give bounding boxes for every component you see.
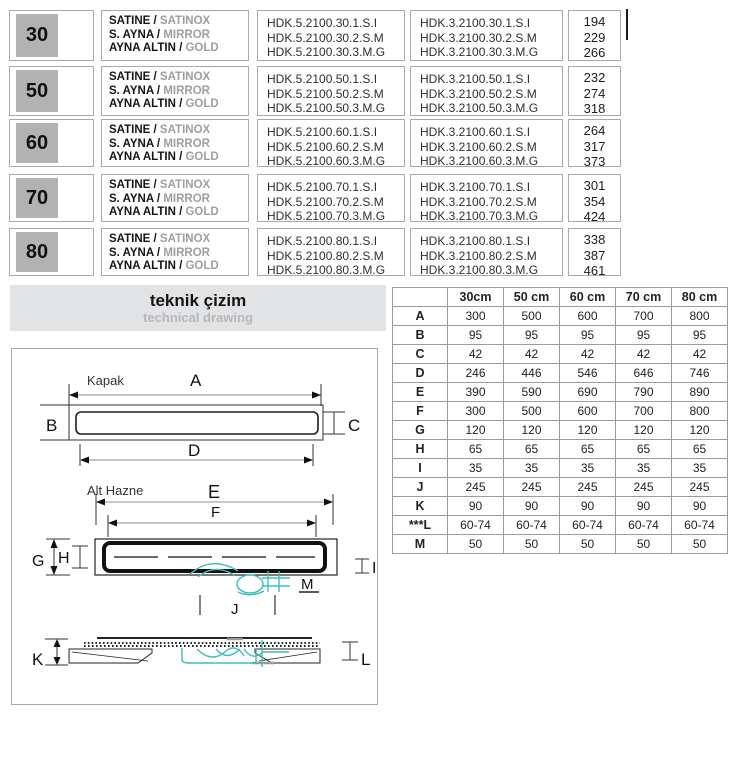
dim-value: 245 [616, 478, 672, 497]
section-header [10, 285, 386, 331]
dim-value: 790 [616, 383, 672, 402]
finish-tr: S. AYNA / [109, 28, 161, 41]
dim-value: 42 [672, 345, 728, 364]
dim-value: 746 [672, 364, 728, 383]
dim-value: 42 [560, 345, 616, 364]
product-code: HDK.3.2100.60.1.S.I [420, 125, 531, 139]
product-code: HDK.3.2100.30.3.M.G [420, 45, 539, 59]
product-code: HDK.5.2100.70.1.S.I [267, 180, 378, 194]
product-code: HDK.3.2100.30.1.S.I [420, 16, 531, 30]
size-cell [9, 10, 94, 61]
dim-value: 42 [616, 345, 672, 364]
dimensions-table [392, 287, 728, 554]
finish-cell [101, 174, 249, 222]
section-title: teknik çizim [149, 291, 247, 310]
product-code: HDK.3.2100.50.3.M.G [420, 101, 539, 115]
dim-value: 60-74 [448, 516, 504, 535]
finish-tr: SATINE / [109, 71, 157, 83]
dim-value: 50 [504, 535, 560, 554]
product-code: HDK.5.2100.60.1.S.I [267, 125, 378, 139]
size-cell [9, 228, 94, 276]
dim-value: 245 [504, 478, 560, 497]
price-value: 387 [583, 247, 606, 263]
dim-value: 245 [448, 478, 504, 497]
product-code: HDK.5.2100.80.3.M.G [267, 263, 386, 277]
finish-line [109, 124, 248, 138]
finish-en: SATINOX [159, 233, 211, 245]
dim-row-label: E [393, 383, 448, 402]
dim-row-label: H [393, 440, 448, 459]
dimension-row [393, 535, 728, 554]
finish-en: MIRROR [163, 28, 210, 41]
dim-l-label: L [361, 650, 371, 669]
finish-tr: SATINE / [109, 179, 157, 191]
finish-en: MIRROR [163, 84, 210, 97]
size-cell [9, 119, 94, 167]
dim-row-label: M [393, 535, 448, 554]
dim-value: 42 [504, 345, 560, 364]
price-value: 264 [583, 123, 606, 138]
dim-value: 700 [616, 307, 672, 326]
dim-value: 65 [448, 440, 504, 459]
dim-row-label: I [393, 459, 448, 478]
finish-line [109, 179, 248, 193]
dim-row-label: F [393, 402, 448, 421]
dim-value: 120 [448, 421, 504, 440]
dim-value: 95 [560, 326, 616, 345]
dim-value: 95 [672, 326, 728, 345]
finish-en: GOLD [185, 98, 219, 110]
dim-value: 65 [672, 440, 728, 459]
price-row [0, 119, 735, 167]
product-code: HDK.5.2100.50.2.S.M [267, 86, 384, 101]
dim-value: 600 [560, 402, 616, 421]
dim-value: 95 [616, 326, 672, 345]
price-value: 266 [583, 45, 606, 60]
finish-en: GOLD [185, 151, 219, 163]
price-value: 229 [583, 29, 606, 45]
dim-i-label: I [372, 560, 377, 577]
finish-tr: AYNA ALTIN / [109, 98, 183, 110]
dimension-row [393, 421, 728, 440]
finish-en: SATINOX [159, 15, 211, 27]
price-value: 338 [583, 232, 606, 247]
dim-value: 90 [560, 497, 616, 516]
finish-line [109, 85, 248, 99]
finish-en: GOLD [185, 260, 219, 272]
dim-value: 600 [560, 307, 616, 326]
dim-value: 245 [672, 478, 728, 497]
price-cell [568, 174, 621, 222]
dimension-row [393, 478, 728, 497]
page-edge-mark [626, 9, 628, 40]
col-header: 30cm [448, 288, 504, 307]
product-code: HDK.3.2100.50.2.S.M [420, 86, 537, 101]
finish-en: SATINOX [159, 124, 211, 136]
dim-value: 120 [672, 421, 728, 440]
size-cell [9, 66, 94, 116]
finish-line [109, 15, 248, 29]
codes-hdk5-cell [257, 174, 405, 222]
price-row [0, 66, 735, 116]
dim-value: 90 [448, 497, 504, 516]
dim-g-label: G [32, 553, 45, 570]
dim-value: 120 [504, 421, 560, 440]
dim-value: 50 [672, 535, 728, 554]
dim-value: 800 [672, 402, 728, 421]
dim-k-label: K [32, 650, 44, 669]
price-value: 373 [583, 154, 606, 169]
dim-value: 590 [504, 383, 560, 402]
size-badge [16, 178, 58, 218]
dim-j-label: J [231, 601, 239, 618]
finish-tr: AYNA ALTIN / [109, 151, 183, 163]
dim-b-label: B [46, 416, 58, 435]
dim-value: 500 [504, 402, 560, 421]
product-code: HDK.5.2100.50.1.S.I [267, 72, 378, 86]
codes-hdk3-cell [410, 10, 563, 61]
dim-value: 95 [504, 326, 560, 345]
product-code: HDK.5.2100.50.3.M.G [267, 101, 386, 115]
finish-tr: S. AYNA / [109, 246, 161, 259]
price-cell [568, 66, 621, 116]
finish-line [109, 138, 248, 152]
dim-e-label: E [208, 482, 221, 502]
col-header [393, 288, 448, 307]
finish-line [109, 98, 248, 112]
dimensions-header-row [393, 288, 728, 307]
product-code: HDK.3.2100.70.3.M.G [420, 209, 539, 223]
technical-drawing [12, 349, 377, 704]
dim-value: 60-74 [504, 516, 560, 535]
finish-line [109, 29, 248, 43]
price-cell [568, 228, 621, 276]
product-code: HDK.5.2100.70.2.S.M [267, 194, 384, 209]
dim-value: 35 [504, 459, 560, 478]
dim-value: 65 [616, 440, 672, 459]
size-label: 70 [25, 186, 49, 209]
dim-value: 90 [616, 497, 672, 516]
dim-value: 245 [560, 478, 616, 497]
dim-value: 890 [672, 383, 728, 402]
codes-hdk5-cell [257, 10, 405, 61]
codes-hdk5-cell [257, 228, 405, 276]
finish-tr: S. AYNA / [109, 137, 161, 150]
finish-tr: SATINE / [109, 15, 157, 27]
finish-en: MIRROR [163, 137, 210, 150]
product-code: HDK.3.2100.80.2.S.M [420, 248, 537, 263]
dim-value: 90 [504, 497, 560, 516]
col-header: 80 cm [672, 288, 728, 307]
dim-value: 700 [616, 402, 672, 421]
finish-cell [101, 119, 249, 167]
finish-tr: AYNA ALTIN / [109, 42, 183, 54]
price-cell [568, 10, 621, 61]
product-code: HDK.3.2100.70.2.S.M [420, 194, 537, 209]
size-badge [16, 70, 58, 112]
dim-value: 120 [560, 421, 616, 440]
dim-value: 50 [616, 535, 672, 554]
product-code: HDK.5.2100.30.1.S.I [267, 16, 378, 30]
dim-value: 50 [560, 535, 616, 554]
codes-hdk3-cell [410, 119, 563, 167]
cover-label: Kapak [87, 373, 124, 388]
product-code: HDK.3.2100.80.1.S.I [420, 234, 531, 248]
finish-en: GOLD [185, 42, 219, 54]
codes-hdk5-cell [257, 66, 405, 116]
dim-value: 65 [560, 440, 616, 459]
codes-hdk3-cell [410, 228, 563, 276]
finish-cell [101, 66, 249, 116]
dim-a-label: A [190, 371, 202, 390]
dim-value: 300 [448, 307, 504, 326]
finish-line [109, 233, 248, 247]
dim-value: 800 [672, 307, 728, 326]
finish-line [109, 206, 248, 220]
product-code: HDK.5.2100.70.3.M.G [267, 209, 386, 223]
price-value: 232 [583, 70, 606, 85]
finish-tr: AYNA ALTIN / [109, 206, 183, 218]
finish-en: GOLD [185, 206, 219, 218]
product-code: HDK.3.2100.60.3.M.G [420, 154, 539, 168]
codes-hdk3-cell [410, 174, 563, 222]
dim-value: 95 [448, 326, 504, 345]
finish-tr: SATINE / [109, 233, 157, 245]
finish-en: SATINOX [159, 179, 211, 191]
price-value: 194 [583, 14, 606, 29]
product-code: HDK.3.2100.30.2.S.M [420, 30, 537, 45]
size-label: 30 [25, 24, 49, 46]
price-row [0, 10, 735, 61]
product-code: HDK.5.2100.60.3.M.G [267, 154, 386, 168]
dimension-row [393, 402, 728, 421]
price-value: 424 [583, 209, 606, 224]
dim-value: 390 [448, 383, 504, 402]
dim-f-label: F [211, 504, 221, 521]
dim-value: 65 [504, 440, 560, 459]
product-code: HDK.5.2100.80.1.S.I [267, 234, 378, 248]
finish-en: MIRROR [163, 192, 210, 205]
product-code: HDK.5.2100.60.2.S.M [267, 139, 384, 154]
col-header: 50 cm [504, 288, 560, 307]
price-value: 318 [583, 101, 606, 116]
dim-d-label: D [188, 441, 201, 460]
dim-value: 90 [672, 497, 728, 516]
finish-line [109, 71, 248, 85]
technical-drawing-box [11, 348, 378, 705]
product-code: HDK.3.2100.70.1.S.I [420, 180, 531, 194]
price-cell [568, 119, 621, 167]
dim-row-label: D [393, 364, 448, 383]
finish-line [109, 42, 248, 56]
size-label: 50 [25, 79, 49, 102]
finish-line [109, 260, 248, 274]
dim-h-label: H [58, 550, 70, 567]
dim-value: 300 [448, 402, 504, 421]
lower-tank-label: Alt Hazne [87, 483, 144, 498]
finish-en: SATINOX [159, 71, 211, 83]
dimension-row [393, 440, 728, 459]
dim-value: 35 [560, 459, 616, 478]
finish-line [109, 193, 248, 207]
dim-m-label: M [301, 576, 314, 593]
product-code: HDK.5.2100.30.3.M.G [267, 45, 386, 59]
product-code: HDK.3.2100.80.3.M.G [420, 263, 539, 277]
finish-en: MIRROR [163, 246, 210, 259]
finish-tr: AYNA ALTIN / [109, 260, 183, 272]
dimension-row [393, 326, 728, 345]
dim-value: 60-74 [616, 516, 672, 535]
finish-cell [101, 10, 249, 61]
dim-value: 35 [672, 459, 728, 478]
dimension-row [393, 364, 728, 383]
dim-c-label: C [348, 416, 361, 435]
dimension-row [393, 497, 728, 516]
finish-cell [101, 228, 249, 276]
size-cell [9, 174, 94, 222]
dim-row-label: K [393, 497, 448, 516]
finish-tr: S. AYNA / [109, 84, 161, 97]
dimension-row [393, 459, 728, 478]
dim-value: 690 [560, 383, 616, 402]
col-header: 60 cm [560, 288, 616, 307]
product-code: HDK.3.2100.60.2.S.M [420, 139, 537, 154]
size-label: 60 [25, 131, 49, 154]
dimension-row [393, 307, 728, 326]
codes-hdk5-cell [257, 119, 405, 167]
dim-row-label: G [393, 421, 448, 440]
section-subtitle: technical drawing [143, 310, 253, 325]
dim-value: 35 [448, 459, 504, 478]
dim-value: 50 [448, 535, 504, 554]
codes-hdk3-cell [410, 66, 563, 116]
dim-row-label: B [393, 326, 448, 345]
product-code: HDK.3.2100.50.1.S.I [420, 72, 531, 86]
dim-value: 42 [448, 345, 504, 364]
dimension-row [393, 516, 728, 535]
dim-row-label: A [393, 307, 448, 326]
dim-value: 60-74 [672, 516, 728, 535]
finish-tr: S. AYNA / [109, 192, 161, 205]
dimension-row [393, 345, 728, 364]
dim-value: 60-74 [560, 516, 616, 535]
dim-value: 646 [616, 364, 672, 383]
price-row [0, 228, 735, 276]
size-badge [16, 123, 58, 163]
price-value: 317 [583, 138, 606, 154]
price-row [0, 174, 735, 222]
price-value: 301 [583, 178, 606, 193]
dim-value: 546 [560, 364, 616, 383]
dim-value: 500 [504, 307, 560, 326]
col-header: 70 cm [616, 288, 672, 307]
dim-row-label: ***L [393, 516, 448, 535]
dim-row-label: C [393, 345, 448, 364]
dim-row-label: J [393, 478, 448, 497]
dimension-row [393, 383, 728, 402]
price-value: 461 [583, 263, 606, 278]
price-value: 354 [583, 193, 606, 209]
finish-line [109, 247, 248, 261]
size-label: 80 [25, 240, 49, 263]
dim-value: 246 [448, 364, 504, 383]
dim-value: 446 [504, 364, 560, 383]
dim-value: 120 [616, 421, 672, 440]
product-code: HDK.5.2100.80.2.S.M [267, 248, 384, 263]
size-badge [16, 14, 58, 57]
finish-line [109, 151, 248, 165]
size-badge [16, 232, 58, 272]
product-code: HDK.5.2100.30.2.S.M [267, 30, 384, 45]
price-value: 274 [583, 85, 606, 101]
finish-tr: SATINE / [109, 124, 157, 136]
dim-value: 35 [616, 459, 672, 478]
